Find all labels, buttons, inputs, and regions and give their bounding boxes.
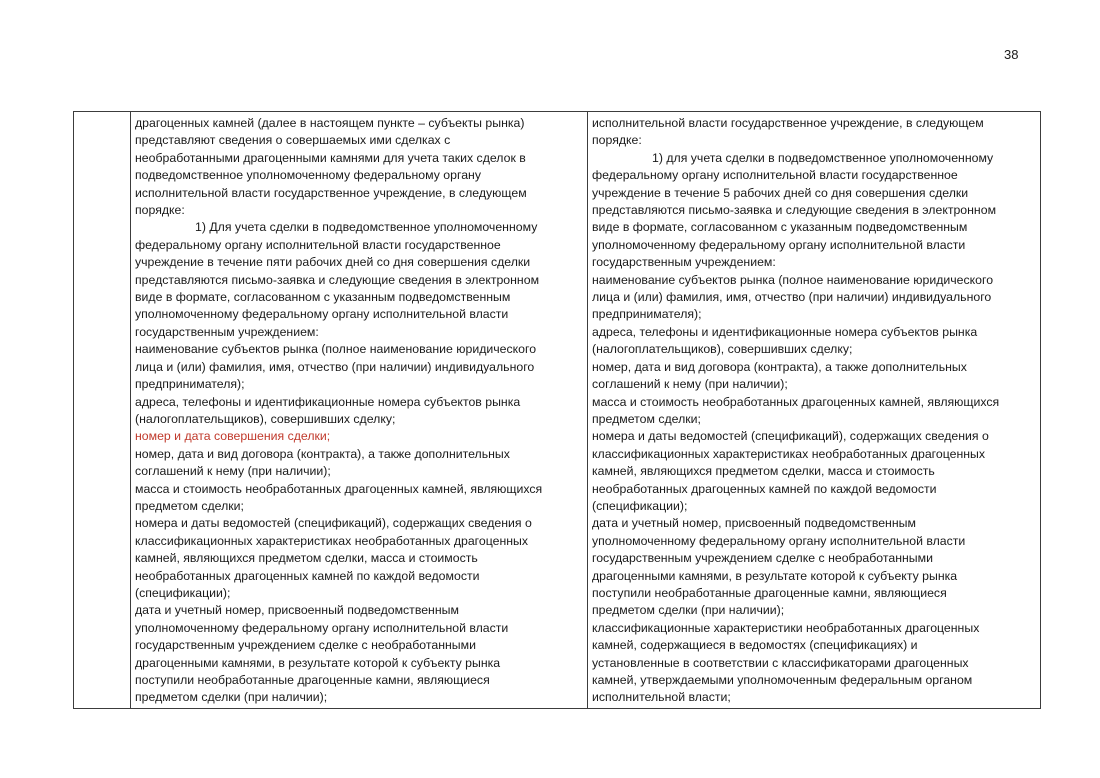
- text-line: классификационных характеристиках необработанных драгоценных: [135, 533, 529, 548]
- text-line: федеральному органу исполнительной власти государственное: [135, 237, 501, 252]
- text-line: номер, дата и вид договора (контракта), а также дополнительных: [592, 359, 967, 374]
- text-line: государственным учреждением:: [135, 324, 319, 339]
- text-line: классификационные характеристики необработанных драгоценных: [592, 620, 980, 635]
- text-line: драгоценными камнями, в результате которой к субъекту рынка: [592, 568, 958, 583]
- text-line: уполномоченному федеральному органу исполнительной власти: [592, 237, 966, 252]
- text-line: уполномоченному федеральному органу исполнительной власти: [135, 620, 509, 635]
- text-line: учреждение в течение пяти рабочих дней со дня совершения сделки: [135, 255, 531, 270]
- text-line: номера и даты ведомостей (спецификаций), содержащих сведения о: [135, 516, 532, 531]
- text-line: виде в формате, согласованном с указанным подведомственным: [592, 220, 968, 235]
- text-line: камней, являющихся предметом сделки, масса и стоимость: [135, 551, 478, 566]
- text-line: номер, дата и вид договора (контракта), а также дополнительных: [135, 446, 510, 461]
- text-line: масса и стоимость необработанных драгоценных камней, являющихся: [135, 481, 543, 496]
- text-line: необработанных драгоценных камней по каждой ведомости: [592, 481, 937, 496]
- current-text-column: [131, 112, 587, 708]
- text-line: предметом сделки (при наличии);: [135, 690, 328, 705]
- text-line: наименование субъектов рынка (полное наименование юридического: [592, 272, 994, 287]
- text-line: государственным учреждением:: [592, 255, 776, 270]
- text-line: исполнительной власти государственное учреждение, в следующем: [135, 185, 527, 200]
- text-line: драгоценными камнями, в результате которой к субъекту рынка: [135, 655, 501, 670]
- text-line: камней, являющихся предметом сделки, масса и стоимость: [592, 464, 935, 479]
- text-line: подведомственное уполномоченному федеральному органу: [135, 168, 481, 183]
- number-cell: [74, 112, 131, 709]
- text-line: уполномоченному федеральному органу исполнительной власти: [135, 307, 509, 322]
- current-text-cell: [131, 112, 588, 709]
- text-line: учреждение в течение 5 рабочих дней со дня совершения сделки: [592, 185, 969, 200]
- text-line: поступили необработанные драгоценные камни, являющиеся: [135, 673, 490, 687]
- text-line: номера и даты ведомостей (спецификаций), содержащих сведения о: [592, 429, 989, 444]
- text-line: государственным учреждением сделке с необработанными: [135, 638, 476, 653]
- text-line: уполномоченному федеральному органу исполнительной власти: [592, 533, 966, 548]
- text-line: порядке:: [135, 203, 185, 218]
- text-line: (спецификации);: [592, 498, 688, 513]
- text-line: лица и (или) фамилия, имя, отчество (при наличии) индивидуального: [592, 290, 992, 305]
- text-line: камней, утверждаемыми уполномоченным федеральным органом: [592, 673, 973, 687]
- text-line: соглашений к нему (при наличии);: [592, 377, 788, 392]
- text-line: классификационных характеристиках необработанных драгоценных: [592, 446, 986, 461]
- text-line: порядке:: [592, 133, 642, 148]
- text-line: представляются письмо-заявка и следующие сведения в электронном: [135, 272, 540, 287]
- text-line: необработанными драгоценными камнями для учета таких сделок в: [135, 150, 526, 165]
- text-line: соглашений к нему (при наличии);: [135, 464, 331, 479]
- text-line: виде в формате, согласованном с указанным подведомственным: [135, 290, 511, 305]
- text-line: представляют сведения о совершаемых ими сделках с: [135, 133, 451, 148]
- text-line: установленные в соответствии с классификаторами драгоценных: [592, 655, 969, 670]
- text-line: адреса, телефоны и идентификационные номера субъектов рынка: [592, 324, 978, 339]
- text-line: исполнительной власти;: [592, 690, 731, 705]
- comparison-table: [73, 111, 1041, 709]
- text-line: предпринимателя);: [592, 307, 702, 322]
- text-line: предпринимателя);: [135, 377, 245, 392]
- text-line: наименование субъектов рынка (полное наименование юридического: [135, 342, 537, 357]
- text-line: дата и учетный номер, присвоенный подведомственным: [592, 516, 916, 531]
- page-number: 38: [1004, 47, 1019, 62]
- text-line: необработанных драгоценных камней по каждой ведомости: [135, 568, 480, 583]
- text-line: исполнительной власти государственное учреждение, в следующем: [592, 116, 984, 130]
- text-line: предметом сделки;: [135, 498, 244, 513]
- text-line: предметом сделки;: [592, 411, 701, 426]
- text-line: (налогоплательщиков), совершивших сделку;: [592, 342, 853, 357]
- text-line: камней, содержащиеся в ведомостях (спецификациях) и: [592, 638, 918, 653]
- text-line: федеральному органу исполнительной власти государственное: [592, 168, 958, 183]
- table-row: [74, 112, 1041, 709]
- text-line: 1) для учета сделки в подведомственное уполномоченному: [652, 150, 994, 165]
- text-line: 1) Для учета сделки в подведомственное уполномоченному: [195, 220, 538, 235]
- text-line: дата и учетный номер, присвоенный подведомственным: [135, 603, 459, 618]
- text-line: поступили необработанные драгоценные камни, являющиеся: [592, 585, 947, 600]
- text-line: (спецификации);: [135, 585, 231, 600]
- text-line: предметом сделки (при наличии);: [592, 603, 785, 618]
- text-line: адреса, телефоны и идентификационные номера субъектов рынка: [135, 394, 521, 409]
- text-line: масса и стоимость необработанных драгоценных камней, являющихся: [592, 394, 1000, 409]
- text-line: лица и (или) фамилия, имя, отчество (при наличии) индивидуального: [135, 359, 535, 374]
- text-line: драгоценных камней (далее в настоящем пункте – субъекты рынка): [135, 116, 525, 130]
- text-line: представляются письмо-заявка и следующие сведения в электронном: [592, 203, 997, 218]
- proposed-text-cell: [588, 112, 1041, 709]
- text-line: (налогоплательщиков), совершивших сделку;: [135, 411, 396, 426]
- text-line: государственным учреждением сделке с необработанными: [592, 551, 933, 566]
- text-line: номер и дата совершения сделки;: [135, 429, 331, 444]
- proposed-text-column: [588, 112, 1040, 708]
